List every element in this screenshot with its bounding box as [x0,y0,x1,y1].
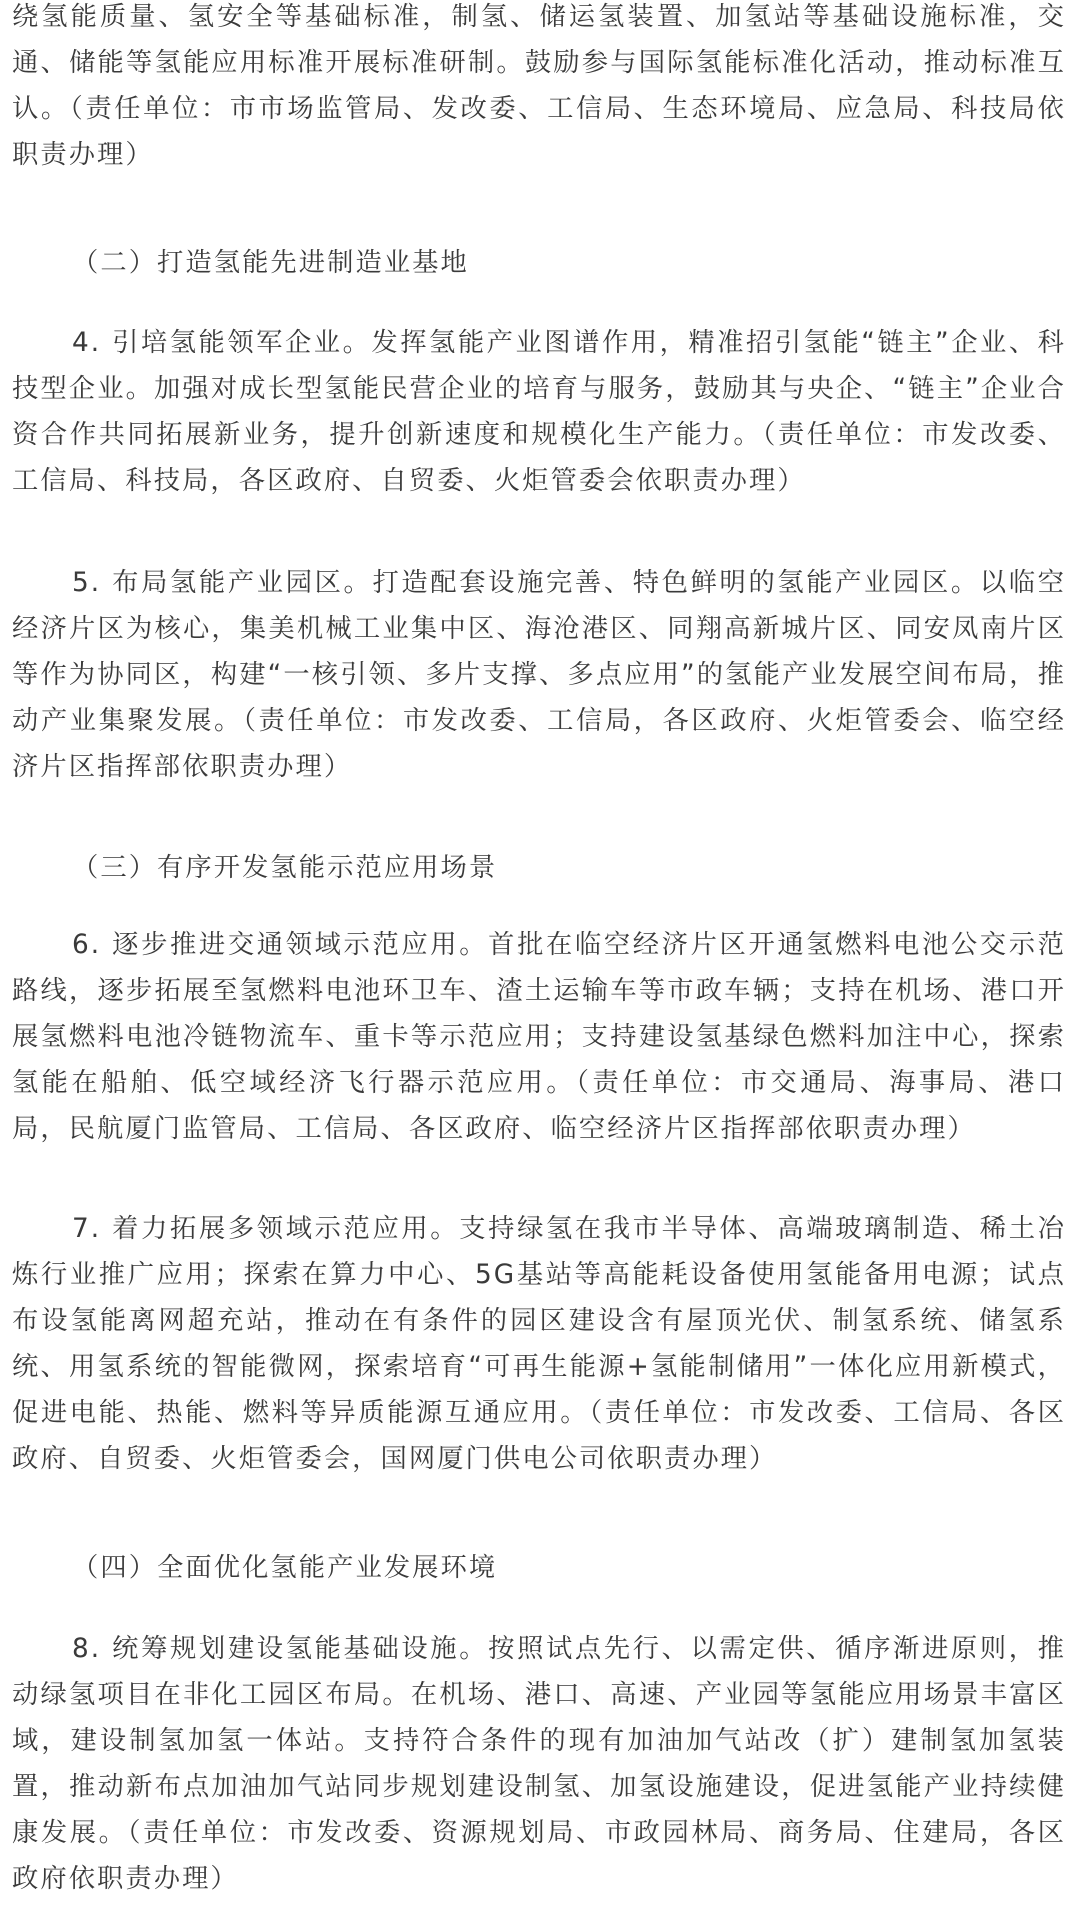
section-heading-3: （三）有序开发氢能示范应用场景 [72,853,498,883]
section-heading-2: （二）打造氢能先进制造业基地 [72,248,469,278]
section-heading-4: （四）全面优化氢能产业发展环境 [72,1553,498,1583]
paragraph-item-4: 4. 引培氢能领军企业。发挥氢能产业图谱作用，精准招引氢能“链主”企业、科技型企业。加强对成长型氢能民营企业的培育与服务，鼓励其与央企、“链主”企业合资合作共同拓展新业务，提升创新速度和规模化生产能力。（责任单位：市发改委、工信局、科技局，各区政府、自贸委、火炬管委会依职责办理） [12,328,1066,496]
paragraph-item-5: 5. 布局氢能产业园区。打造配套设施完善、特色鲜明的氢能产业园区。以临空经济片区为核心，集美机械工业集中区、海沧港区、同翔高新城片区、同安凤南片区等作为协同区，构建“一核引领、多片支撑、多点应用”的氢能产业发展空间布局，推动产业集聚发展。（责任单位：市发改委、工信局，各区政府、火炬管委会、临空经济片区指挥部依职责办理） [12,568,1066,782]
paragraph-item-6: 6. 逐步推进交通领域示范应用。首批在临空经济片区开通氢燃料电池公交示范路线，逐步拓展至氢燃料电池环卫车、渣土运输车等市政车辆；支持在机场、港口开展氢燃料电池冷链物流车、重卡等示范应用；支持建设氢基绿色燃料加注中心，探索氢能在船舶、低空域经济飞行器示范应用。（责任单位：市交通局、海事局、港口局，民航厦门监管局、工信局、各区政府、临空经济片区指挥部依职责办理） [12,930,1066,1144]
paragraph-standards-continued: 绕氢能质量、氢安全等基础标准，制氢、储运氢装置、加氢站等基础设施标准，交通、储能等氢能应用标准开展标准研制。鼓励参与国际氢能标准化活动，推动标准互认。（责任单位：市市场监管局、发改委、工信局、生态环境局、应急局、科技局依职责办理） [12,2,1066,170]
paragraph-item-7: 7. 着力拓展多领域示范应用。支持绿氢在我市半导体、高端玻璃制造、稀土冶炼行业推广应用；探索在算力中心、5G基站等高能耗设备使用氢能备用电源；试点布设氢能离网超充站，推动在有条件的园区建设含有屋顶光伏、制氢系统、储氢系统、用氢系统的智能微网，探索培育“可再生能源+氢能制储用”一体化应用新模式，促进电能、热能、燃料等异质能源互通应用。（责任单位：市发改委、工信局、各区政府、自贸委、火炬管委会，国网厦门供电公司依职责办理） [12,1214,1066,1474]
paragraph-item-8: 8. 统筹规划建设氢能基础设施。按照试点先行、以需定供、循序渐进原则，推动绿氢项目在非化工园区布局。在机场、港口、高速、产业园等氢能应用场景丰富区域，建设制氢加氢一体站。支持符合条件的现有加油加气站改（扩）建制氢加氢装置，推动新布点加油加气站同步规划建设制氢、加氢设施建设，促进氢能产业持续健康发展。（责任单位：市发改委、资源规划局、市政园林局、商务局、住建局，各区政府依职责办理） [12,1634,1066,1894]
